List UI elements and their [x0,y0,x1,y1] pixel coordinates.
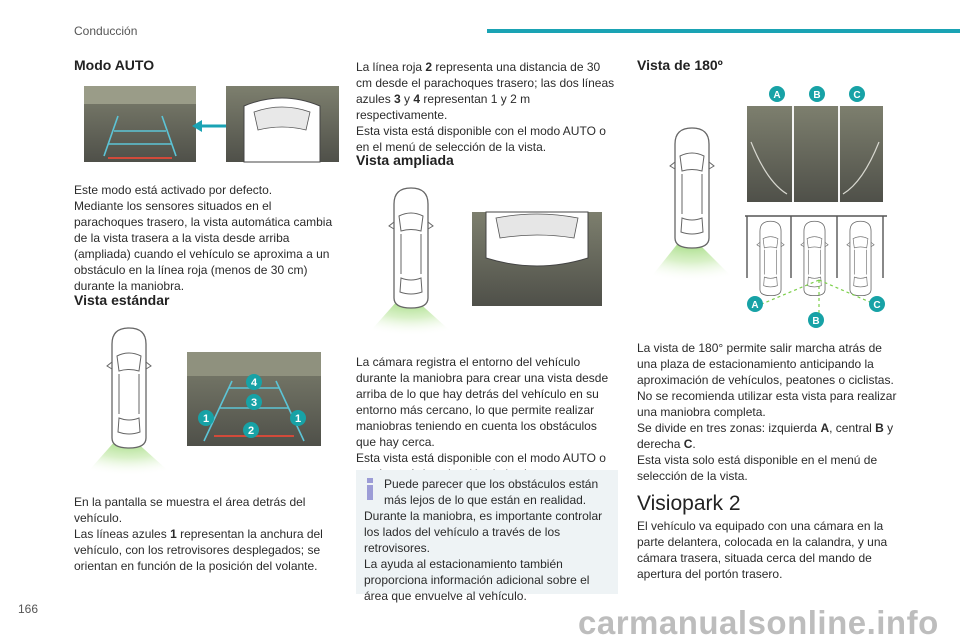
watermark: carmanualsonline.info [578,604,939,640]
vista-180-p2: No se recomienda utilizar esta vista para realizar una maniobra completa. [637,389,897,419]
svg-text:C: C [873,300,881,311]
panoramic-camera-photo [747,106,883,202]
running-header: Conducción [74,24,138,38]
heading-modo-auto: Modo AUTO [74,57,155,73]
svg-text:3: 3 [250,397,258,409]
parked-car-center [801,221,828,295]
svg-text:A: A [751,300,759,311]
label-a-top [769,86,785,102]
label-c-bottom [869,296,885,312]
vista-180-p3: Se divide en tres zonas: izquierda A, central B y derecha C. [637,421,894,451]
vista-ampliada-text: La cámara registra el entorno del vehículo durante la maniobra para crear una vista desde arriba de lo que hay detrás del vehículo en su entorno más cercano, lo que permite realizar maniobras teniendo en cuenta los obstáculos que hay cerca. Esta vista está disponible con el modo AUTO o [356,355,609,465]
parked-car-right [847,221,874,295]
heading-vista-180: Vista de 180º [637,57,723,73]
svg-text:1: 1 [294,413,302,425]
vista-180-text [637,340,899,484]
availability-text: Esta vista está disponible con el modo AUTO o en el menú de selección de la vista. [356,124,606,154]
car-top-icon [389,188,433,308]
vista-estandar-p1: En la pantalla se muestra el área detrás del vehículo. [74,495,306,525]
label-a-bottom [747,296,763,312]
figure-modo-auto [84,86,344,166]
label-c-top [849,86,865,102]
svg-text:4: 4 [250,377,258,389]
heading-vista-estandar: Vista estándar [74,292,170,308]
svg-text:A: A [773,90,781,101]
info-note [356,470,618,603]
svg-text:C: C [853,90,861,101]
heading-vista-ampliada: Vista ampliada [356,152,454,168]
label-b-top [809,86,825,102]
vista-180-p4: Esta vista solo está disponible en el menú de selección de la vista. [637,453,878,483]
page-number: 166 [18,602,39,616]
marker-3 [246,394,262,410]
info-icon [366,478,374,500]
figure-vista-ampliada [366,186,616,336]
marker-1-right [290,410,306,426]
car-top-icon [107,328,151,448]
parked-car-left [757,221,784,295]
label-b-bottom [808,312,824,328]
marker-1-left [198,410,214,426]
car-top-icon [670,128,714,248]
header-accent-bar [487,29,960,33]
figure-vista-estandar [84,326,334,476]
note-first-paragraph: Puede parecer que los obstáculos están más lejos de lo que están en realidad. [384,477,599,507]
svg-text:B: B [813,90,821,101]
heading-visiopark-2: Visiopark 2 [637,492,741,515]
vista-180-p1: La vista de 180° permite salir marcha atrás de una plaza de estacionamiento anticipando la aproximación de vehículos, peatones o ciclistas. [637,341,894,387]
modo-auto-text: Este modo está activado por defecto. Mediante los sensores situados en el parachoques trasero, la vista automática cambia de la vista trasera a la vista desde arriba (ampliada) cuando el vehículo se aproxima a un obstáculo en la línea roja (menos de 30 cm) durante la maniobra. [74,183,333,293]
vista-estandar-text [74,494,344,574]
vista-estandar-p2: Las líneas azules 1 representan la anchura del vehículo, con los retrovisores desplegados; se orientan en función de la posición del volante. [74,527,323,573]
marker-4 [246,374,262,390]
svg-text:1: 1 [202,413,210,425]
marker-2 [243,422,259,438]
svg-text:2: 2 [247,425,255,437]
note-body: Durante la maniobra, es importante controlar los lados del vehículo a través de los retrovisores. La ayuda al estacionamiento también proporciona información adicional sobre el área que envuelve al vehículo. [364,509,603,603]
red-blue-lines-text [356,59,618,155]
visiopark-text: El vehículo va equipado con una cámara en la parte delantera, colocada en la calandra, y una cámara trasera, situada cerca del mando de apertura del portón trasero. [637,519,888,581]
figure-vista-180 [647,82,903,332]
lines-explanation: La línea roja 2 representa una distancia de 30 cm desde el parachoques trasero; las dos líneas azules 3 y 4 representan 1 y 2 m respectivamente. [356,60,615,122]
svg-text:B: B [812,316,820,327]
